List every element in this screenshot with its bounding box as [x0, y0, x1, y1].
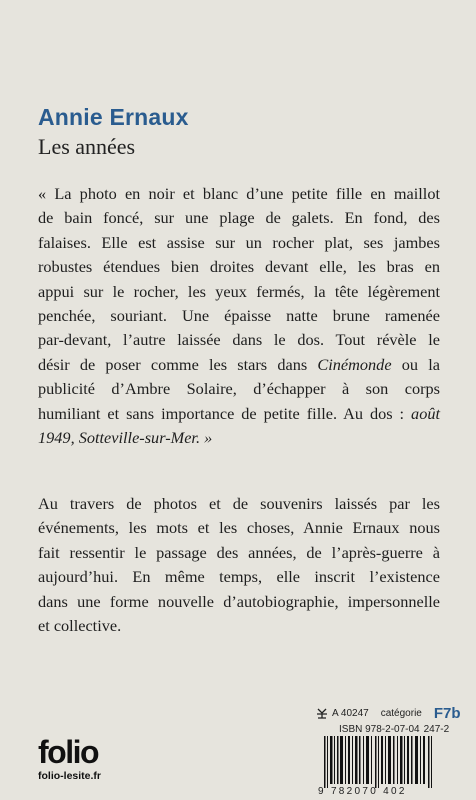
- summary-line: fait ressentir le passage des années, de l’après-guerre à: [38, 542, 440, 562]
- catalog-code: A 40247: [332, 708, 369, 719]
- quote-line: robustes étendues bien droites devant elle, les bras en: [38, 257, 440, 277]
- barcode-digits: 9 782070 402: [318, 786, 407, 797]
- magazine-name: Cinémonde: [317, 354, 392, 374]
- quote-fragment: désir de poser comme les stars dans: [38, 354, 308, 374]
- summary-line: et collective.: [38, 616, 122, 636]
- isbn: [339, 724, 449, 735]
- quote-fragment: humiliant et sans importance de petite fille. Au dos :: [38, 403, 405, 423]
- quote-paragraph: [38, 182, 440, 450]
- quote-line: falaises. Elle est assise sur un rocher plat, ses jambes: [38, 232, 440, 252]
- quote-line: publicité d’Ambre Solaire, d’échapper à son corps: [38, 379, 440, 399]
- photo-place: Sotteville-sur-Mer. »: [78, 428, 213, 448]
- publisher-logo: folio: [38, 734, 99, 770]
- quote-line: penchée, souriant. Une épaisse natte brune ramenée: [38, 306, 440, 326]
- quote-line: « La photo en noir et blanc d’une petite fille en maillot: [38, 184, 440, 203]
- photo-date: 1949,: [38, 428, 75, 448]
- book-title: Les années: [38, 134, 136, 159]
- author-name: Annie Ernaux: [38, 104, 189, 130]
- quote-line: [38, 353, 440, 377]
- quote-line: de bain foncé, sur une plage de galets. En fond, des: [38, 208, 440, 228]
- summary-line: aujourd’hui. En même temps, elle inscrit l’existence: [38, 567, 440, 587]
- quote-fragment: ou la: [401, 354, 440, 374]
- isbn-tail: 247-2: [423, 724, 450, 735]
- barcode: [324, 736, 434, 788]
- photo-date: août: [411, 403, 440, 423]
- category-label: catégorie: [380, 708, 422, 719]
- isbn-number: ISBN 978-2-07-04: [339, 724, 420, 735]
- catalog-code-row: [316, 705, 461, 722]
- summary-line: dans une forme nouvelle d’autobiographie, impersonnelle: [38, 591, 440, 611]
- quote-line: [38, 426, 440, 450]
- publisher-emblem-icon: [316, 708, 328, 719]
- quote-line: [38, 402, 440, 426]
- publisher-website: folio-lesite.fr: [38, 770, 102, 782]
- summary-line: Au travers de photos et de souvenirs laissés par les: [38, 494, 440, 513]
- quote-line: appui sur le rocher, les yeux fermés, la tête légèrement: [38, 281, 440, 301]
- quote-line: par-devant, l’autre laissée dans le dos. Tout révèle le: [38, 330, 440, 350]
- category-code: F7b: [433, 705, 461, 722]
- summary-line: événements, les mots et les choses, Annie Ernaux nous: [38, 518, 440, 538]
- summary-paragraph: [38, 492, 440, 638]
